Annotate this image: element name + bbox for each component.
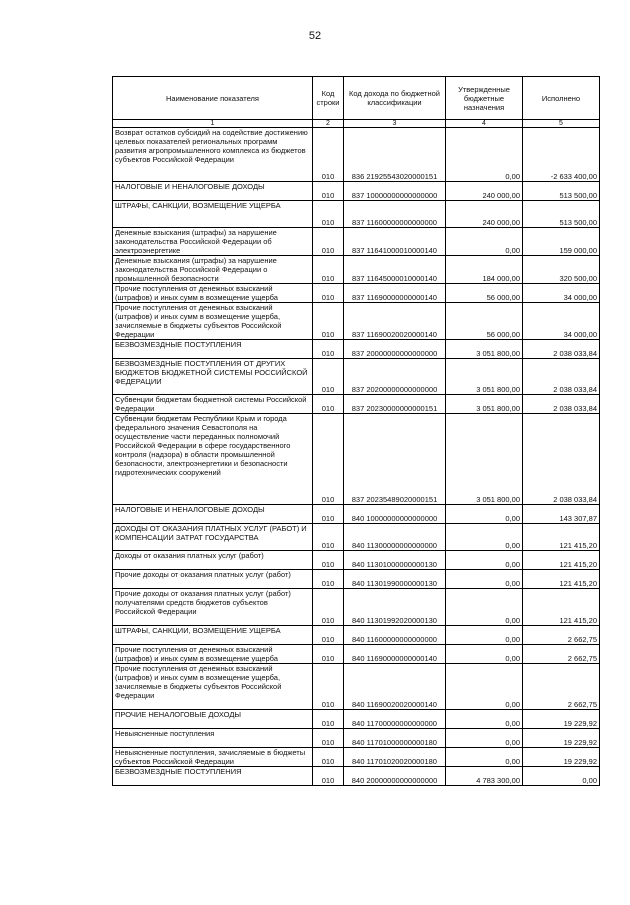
- row-executed-amount: 19 229,92: [523, 748, 600, 767]
- row-line-code: 010: [313, 182, 344, 201]
- table-row: [113, 626, 600, 645]
- row-approved-amount: 0,00: [446, 570, 523, 589]
- row-line-code: 010: [313, 256, 344, 284]
- row-line-code: 010: [313, 626, 344, 645]
- column-header-name: Наименование показателя: [113, 77, 313, 120]
- row-executed-amount: 2 662,75: [523, 626, 600, 645]
- row-income-code: 836 21925543020000151: [344, 128, 446, 182]
- row-line-code: 010: [313, 767, 344, 786]
- row-line-code: 010: [313, 128, 344, 182]
- row-income-code: 840 11301992020000130: [344, 589, 446, 626]
- row-name: Возврат остатков субсидий на содействие достижению целевых показателей региональных программ развития агропромышленного комплекса из бюджетов субъектов Российской Федерации: [113, 128, 313, 182]
- table-row: [113, 505, 600, 524]
- row-line-code: 010: [313, 340, 344, 359]
- row-approved-amount: 0,00: [446, 589, 523, 626]
- row-executed-amount: 2 038 033,84: [523, 395, 600, 414]
- row-line-code: 010: [313, 645, 344, 664]
- row-income-code: 837 20235489020000151: [344, 414, 446, 505]
- row-executed-amount: 2 038 033,84: [523, 340, 600, 359]
- column-index: 4: [446, 120, 523, 128]
- row-approved-amount: 0,00: [446, 505, 523, 524]
- table-row: [113, 524, 600, 551]
- row-line-code: 010: [313, 303, 344, 340]
- table-row: [113, 414, 600, 505]
- row-approved-amount: 0,00: [446, 228, 523, 256]
- row-executed-amount: 513 500,00: [523, 182, 600, 201]
- row-name: ШТРАФЫ, САНКЦИИ, ВОЗМЕЩЕНИЕ УЩЕРБА: [113, 201, 313, 228]
- row-name: ШТРАФЫ, САНКЦИИ, ВОЗМЕЩЕНИЕ УЩЕРБА: [113, 626, 313, 645]
- row-name: Прочие поступления от денежных взысканий (штрафов) и иных сумм в возмещение ущерба: [113, 284, 313, 303]
- row-line-code: 010: [313, 414, 344, 505]
- row-approved-amount: 0,00: [446, 551, 523, 570]
- row-executed-amount: 2 662,75: [523, 664, 600, 710]
- column-index-row: [113, 120, 600, 128]
- row-line-code: 010: [313, 710, 344, 729]
- table-row: [113, 284, 600, 303]
- table-row: [113, 570, 600, 589]
- table-row: [113, 182, 600, 201]
- row-name: Субвенции бюджетам Республики Крым и города федерального значения Севастополя на осуществление части переданных полномочий Российской Федерации в сфере государственного контроля (надзора) в области промышленной безопасности, электроэнергетики и безопасности гидротехнических сооружений: [113, 414, 313, 505]
- row-executed-amount: 19 229,92: [523, 710, 600, 729]
- table-row: [113, 551, 600, 570]
- row-name: Прочие доходы от оказания платных услуг (работ): [113, 570, 313, 589]
- row-name: ДОХОДЫ ОТ ОКАЗАНИЯ ПЛАТНЫХ УСЛУГ (РАБОТ) И КОМПЕНСАЦИИ ЗАТРАТ ГОСУДАРСТВА: [113, 524, 313, 551]
- row-approved-amount: 0,00: [446, 729, 523, 748]
- page-number: 52: [308, 30, 322, 42]
- column-header-line-code: Код строки: [313, 77, 344, 120]
- row-name: НАЛОГОВЫЕ И НЕНАЛОГОВЫЕ ДОХОДЫ: [113, 505, 313, 524]
- row-executed-amount: -2 633 400,00: [523, 128, 600, 182]
- row-line-code: 010: [313, 524, 344, 551]
- table-row: [113, 340, 600, 359]
- row-line-code: 010: [313, 551, 344, 570]
- row-executed-amount: 121 415,20: [523, 551, 600, 570]
- row-approved-amount: 0,00: [446, 664, 523, 710]
- row-income-code: 840 11301990000000130: [344, 570, 446, 589]
- row-name: БЕЗВОЗМЕЗДНЫЕ ПОСТУПЛЕНИЯ: [113, 340, 313, 359]
- row-name: Субвенции бюджетам бюджетной системы Российской Федерации: [113, 395, 313, 414]
- row-approved-amount: 0,00: [446, 626, 523, 645]
- row-approved-amount: 240 000,00: [446, 182, 523, 201]
- table-row: [113, 201, 600, 228]
- table-row: [113, 256, 600, 284]
- row-name: Прочие поступления от денежных взысканий (штрафов) и иных сумм в возмещение ущерба: [113, 645, 313, 664]
- row-income-code: 840 11701000000000180: [344, 729, 446, 748]
- row-name: Прочие поступления от денежных взысканий (штрафов) и иных сумм в возмещение ущерба, зачисляемые в бюджеты субъектов Российской Федерации: [113, 664, 313, 710]
- table-row: [113, 729, 600, 748]
- row-line-code: 010: [313, 284, 344, 303]
- row-name: Прочие поступления от денежных взысканий (штрафов) и иных сумм в возмещение ущерба, зачисляемые в бюджеты субъектов Российской Федерации: [113, 303, 313, 340]
- row-income-code: 840 11690000000000140: [344, 645, 446, 664]
- table-row: [113, 767, 600, 786]
- row-executed-amount: 513 500,00: [523, 201, 600, 228]
- budget-execution-table: [112, 76, 600, 786]
- row-executed-amount: 121 415,20: [523, 589, 600, 626]
- row-income-code: 837 11600000000000000: [344, 201, 446, 228]
- row-line-code: 010: [313, 395, 344, 414]
- row-executed-amount: 121 415,20: [523, 524, 600, 551]
- row-executed-amount: 143 307,87: [523, 505, 600, 524]
- row-income-code: 837 11690000000000140: [344, 284, 446, 303]
- table-row: [113, 710, 600, 729]
- row-executed-amount: 121 415,20: [523, 570, 600, 589]
- row-approved-amount: 3 051 800,00: [446, 414, 523, 505]
- row-name: НАЛОГОВЫЕ И НЕНАЛОГОВЫЕ ДОХОДЫ: [113, 182, 313, 201]
- row-approved-amount: 3 051 800,00: [446, 395, 523, 414]
- table-row: [113, 664, 600, 710]
- row-income-code: 840 11301000000000130: [344, 551, 446, 570]
- row-line-code: 010: [313, 589, 344, 626]
- row-income-code: 840 11700000000000000: [344, 710, 446, 729]
- row-approved-amount: 0,00: [446, 128, 523, 182]
- table-row: [113, 589, 600, 626]
- row-executed-amount: 2 038 033,84: [523, 359, 600, 395]
- column-index: 3: [344, 120, 446, 128]
- table-row: [113, 359, 600, 395]
- row-income-code: 840 10000000000000000: [344, 505, 446, 524]
- row-name: БЕЗВОЗМЕЗДНЫЕ ПОСТУПЛЕНИЯ ОТ ДРУГИХ БЮДЖЕТОВ БЮДЖЕТНОЙ СИСТЕМЫ РОССИЙСКОЙ ФЕДЕРАЦИИ: [113, 359, 313, 395]
- row-income-code: 840 11300000000000000: [344, 524, 446, 551]
- row-executed-amount: 320 500,00: [523, 256, 600, 284]
- row-name: Прочие доходы от оказания платных услуг (работ) получателями средств бюджетов субъектов Российской Федерации: [113, 589, 313, 626]
- row-income-code: 840 11600000000000000: [344, 626, 446, 645]
- row-income-code: 837 11641000010000140: [344, 228, 446, 256]
- row-income-code: 840 11690020020000140: [344, 664, 446, 710]
- row-income-code: 837 20200000000000000: [344, 359, 446, 395]
- row-line-code: 010: [313, 359, 344, 395]
- row-income-code: 837 10000000000000000: [344, 182, 446, 201]
- table-row: [113, 395, 600, 414]
- row-approved-amount: 3 051 800,00: [446, 340, 523, 359]
- row-approved-amount: 0,00: [446, 748, 523, 767]
- row-executed-amount: 34 000,00: [523, 303, 600, 340]
- row-executed-amount: 0,00: [523, 767, 600, 786]
- row-name: Невыясненные поступления, зачисляемые в бюджеты субъектов Российской Федерации: [113, 748, 313, 767]
- row-approved-amount: 56 000,00: [446, 284, 523, 303]
- column-index: 1: [113, 120, 313, 128]
- row-line-code: 010: [313, 570, 344, 589]
- row-executed-amount: 159 000,00: [523, 228, 600, 256]
- row-approved-amount: 3 051 800,00: [446, 359, 523, 395]
- row-executed-amount: 2 662,75: [523, 645, 600, 664]
- row-line-code: 010: [313, 748, 344, 767]
- column-header-income-code: Код дохода по бюджетной классификации: [344, 77, 446, 120]
- row-executed-amount: 34 000,00: [523, 284, 600, 303]
- row-income-code: 840 20000000000000000: [344, 767, 446, 786]
- row-approved-amount: 0,00: [446, 710, 523, 729]
- row-line-code: 010: [313, 729, 344, 748]
- row-approved-amount: 184 000,00: [446, 256, 523, 284]
- row-line-code: 010: [313, 505, 344, 524]
- row-income-code: 837 20000000000000000: [344, 340, 446, 359]
- table-row: [113, 645, 600, 664]
- column-index: 2: [313, 120, 344, 128]
- row-name: Денежные взыскания (штрафы) за нарушение законодательства Российской Федерации об электроэнергетике: [113, 228, 313, 256]
- column-header-approved: Утвержденные бюджетные назначения: [446, 77, 523, 120]
- row-name: ПРОЧИЕ НЕНАЛОГОВЫЕ ДОХОДЫ: [113, 710, 313, 729]
- row-line-code: 010: [313, 201, 344, 228]
- table-row: [113, 228, 600, 256]
- row-income-code: 837 11690020020000140: [344, 303, 446, 340]
- table-header-row: [113, 77, 600, 120]
- row-name: Невыясненные поступления: [113, 729, 313, 748]
- row-income-code: 837 20230000000000151: [344, 395, 446, 414]
- row-approved-amount: 240 000,00: [446, 201, 523, 228]
- column-index: 5: [523, 120, 600, 128]
- row-name: БЕЗВОЗМЕЗДНЫЕ ПОСТУПЛЕНИЯ: [113, 767, 313, 786]
- row-approved-amount: 56 000,00: [446, 303, 523, 340]
- row-approved-amount: 0,00: [446, 645, 523, 664]
- row-income-code: 840 11701020020000180: [344, 748, 446, 767]
- row-approved-amount: 0,00: [446, 524, 523, 551]
- row-income-code: 837 11645000010000140: [344, 256, 446, 284]
- row-executed-amount: 19 229,92: [523, 729, 600, 748]
- table-row: [113, 303, 600, 340]
- table-row: [113, 748, 600, 767]
- row-name: Доходы от оказания платных услуг (работ): [113, 551, 313, 570]
- column-header-executed: Исполнено: [523, 77, 600, 120]
- row-name: Денежные взыскания (штрафы) за нарушение законодательства Российской Федерации о промышленной безопасности: [113, 256, 313, 284]
- row-executed-amount: 2 038 033,84: [523, 414, 600, 505]
- row-line-code: 010: [313, 228, 344, 256]
- row-approved-amount: 4 783 300,00: [446, 767, 523, 786]
- table-row: [113, 128, 600, 182]
- row-line-code: 010: [313, 664, 344, 710]
